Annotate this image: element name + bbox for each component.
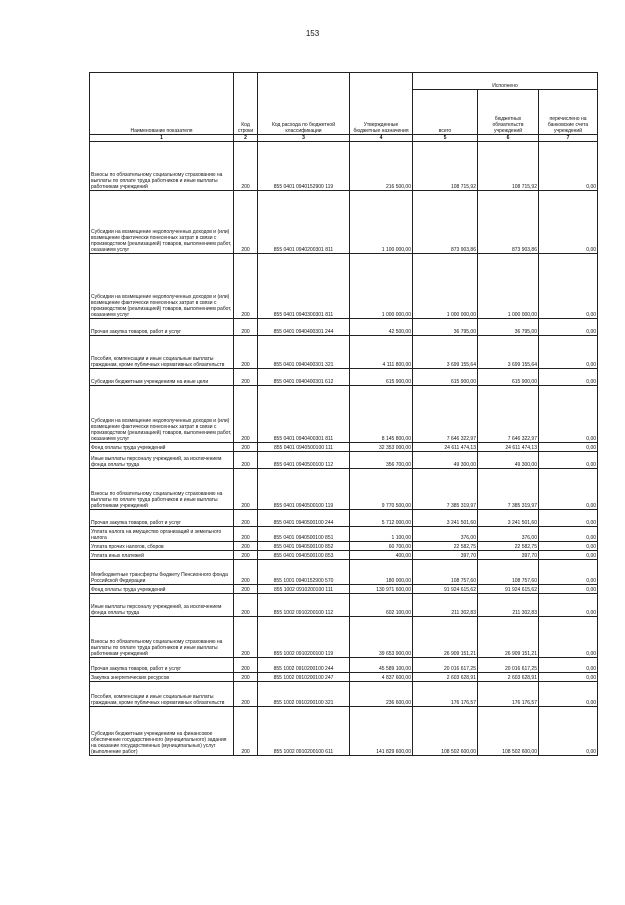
column-number: 5: [413, 135, 478, 142]
row-budget-inst: 2 603 628,91: [478, 673, 539, 682]
row-budget-inst: 36 795,00: [478, 319, 539, 336]
row-budget-inst: 49 300,00: [478, 452, 539, 469]
row-budget-code: 855 0401 0940400301 321: [258, 336, 350, 369]
row-approved: 1 100,00: [350, 527, 413, 542]
row-bank-transfer: 0,00: [539, 386, 598, 443]
header-code: Код строки: [234, 73, 258, 135]
row-budget-code: 855 0401 0940400301 612: [258, 369, 350, 386]
row-bank-transfer: 0,00: [539, 254, 598, 319]
row-budget-code: 855 1002 0910200100 112: [258, 594, 350, 617]
row-code: 200: [234, 673, 258, 682]
row-approved: 39 653 900,00: [350, 617, 413, 658]
row-name: Уплата налога на имущество организаций и земельного налога: [90, 527, 234, 542]
row-total: 376,00: [413, 527, 478, 542]
row-approved: 8 145 800,00: [350, 386, 413, 443]
row-budget-code: 855 1002 0910200100 119: [258, 617, 350, 658]
row-bank-transfer: 0,00: [539, 510, 598, 527]
header-total: всего: [413, 90, 478, 135]
row-name: Фонд оплаты труда учреждений: [90, 443, 234, 452]
table-row: [90, 319, 598, 336]
row-approved: 32 353 000,00: [350, 443, 413, 452]
table-row: [90, 336, 598, 369]
row-bank-transfer: 0,00: [539, 336, 598, 369]
table-row: [90, 254, 598, 319]
table-row: [90, 142, 598, 191]
row-total: 22 582,75: [413, 542, 478, 551]
table-row: [90, 510, 598, 527]
row-approved: 1 100 000,00: [350, 191, 413, 254]
header-executed: Исполнено: [413, 73, 598, 90]
row-approved: 5 712 000,00: [350, 510, 413, 527]
row-total: 7 385 319,97: [413, 469, 478, 510]
row-bank-transfer: 0,00: [539, 594, 598, 617]
header-budget-inst: бюджетных обязательств учреждений: [478, 90, 539, 135]
header-row-top: [90, 73, 598, 90]
row-budget-inst: 108 757,60: [478, 560, 539, 585]
column-number: 3: [258, 135, 350, 142]
header-budget-code: Код расхода по бюджетной классификации: [258, 73, 350, 135]
table-row: [90, 542, 598, 551]
row-bank-transfer: 0,00: [539, 673, 598, 682]
table-row: [90, 527, 598, 542]
row-name: Закупка энергетических ресурсов: [90, 673, 234, 682]
row-approved: 141 829 600,00: [350, 707, 413, 756]
row-bank-transfer: 0,00: [539, 142, 598, 191]
row-budget-inst: 26 909 151,21: [478, 617, 539, 658]
row-code: 200: [234, 336, 258, 369]
row-budget-inst: 7 385 319,97: [478, 469, 539, 510]
table-row: [90, 617, 598, 658]
header-approved: Утвержденные бюджетные назначения: [350, 73, 413, 135]
row-bank-transfer: 0,00: [539, 682, 598, 707]
row-approved: 45 589 100,00: [350, 658, 413, 673]
row-name: Субсидии на возмещение недополученных доходов и (или) возмещение фактически понесенных затрат в связи с производством (реализацией) товаров, выполнением работ, оказанием услуг: [90, 254, 234, 319]
row-name: Взносы по обязательному социальному страхованию на выплаты по оплате труда работников и иные выплаты работникам учреждений: [90, 469, 234, 510]
row-code: 200: [234, 585, 258, 594]
row-approved: 4 111 800,00: [350, 336, 413, 369]
row-bank-transfer: 0,00: [539, 452, 598, 469]
row-bank-transfer: 0,00: [539, 585, 598, 594]
row-bank-transfer: 0,00: [539, 319, 598, 336]
row-budget-inst: 176 176,57: [478, 682, 539, 707]
column-number: 7: [539, 135, 598, 142]
row-bank-transfer: 0,00: [539, 443, 598, 452]
row-approved: 236 600,00: [350, 682, 413, 707]
row-budget-inst: 7 646 322,97: [478, 386, 539, 443]
row-total: 3 241 501,60: [413, 510, 478, 527]
row-total: 24 611 474,13: [413, 443, 478, 452]
row-total: 108 715,92: [413, 142, 478, 191]
row-code: 200: [234, 254, 258, 319]
row-code: 200: [234, 658, 258, 673]
row-total: 873 903,86: [413, 191, 478, 254]
row-budget-code: 855 0401 0940500100 852: [258, 542, 350, 551]
row-name: Уплата прочих налогов, сборов: [90, 542, 234, 551]
row-approved: 400,00: [350, 551, 413, 560]
row-bank-transfer: 0,00: [539, 527, 598, 542]
row-budget-code: 855 0401 0940152900 119: [258, 142, 350, 191]
row-code: 200: [234, 469, 258, 510]
row-total: 1 000 000,00: [413, 254, 478, 319]
column-number: 4: [350, 135, 413, 142]
table-row: [90, 469, 598, 510]
row-total: 211 302,83: [413, 594, 478, 617]
table-row: [90, 443, 598, 452]
row-bank-transfer: 0,00: [539, 551, 598, 560]
row-approved: 130 971 600,00: [350, 585, 413, 594]
row-budget-code: 855 1002 0910200100 247: [258, 673, 350, 682]
row-budget-inst: 91 924 615,62: [478, 585, 539, 594]
row-total: 91 924 615,62: [413, 585, 478, 594]
row-code: 200: [234, 560, 258, 585]
row-total: 108 502 600,00: [413, 707, 478, 756]
table-row: [90, 594, 598, 617]
row-approved: 356 700,00: [350, 452, 413, 469]
row-approved: 42 500,00: [350, 319, 413, 336]
table-row: [90, 682, 598, 707]
row-name: Пособия, компенсации и иные социальные выплаты гражданам, кроме публичных нормативных обязательств: [90, 682, 234, 707]
row-approved: 602 100,00: [350, 594, 413, 617]
row-budget-code: 855 1002 0910200100 321: [258, 682, 350, 707]
row-budget-code: 855 0401 0940500100 119: [258, 469, 350, 510]
row-name: Взносы по обязательному социальному страхованию на выплаты по оплате труда работников и иные выплаты работникам учреждений: [90, 617, 234, 658]
page-number: 153: [305, 29, 320, 38]
row-budget-code: 855 0401 0940400301 244: [258, 319, 350, 336]
column-number: 2: [234, 135, 258, 142]
row-name: Прочая закупка товаров, работ и услуг: [90, 319, 234, 336]
row-total: 108 757,60: [413, 560, 478, 585]
row-budget-code: 855 1002 0910200100 611: [258, 707, 350, 756]
row-approved: 1 000 000,00: [350, 254, 413, 319]
row-budget-code: 855 1001 0940152900 570: [258, 560, 350, 585]
row-budget-inst: 108 502 600,00: [478, 707, 539, 756]
row-budget-inst: 3 241 501,60: [478, 510, 539, 527]
row-budget-code: 855 0401 0940200301 811: [258, 191, 350, 254]
row-name: Субсидии бюджетным учреждениям на финансовое обеспечение государственного (муниципального) задания на оказание государственных (муниципальных) услуг (выполнение работ): [90, 707, 234, 756]
row-code: 200: [234, 369, 258, 386]
row-name: Пособия, компенсации и иные социальные выплаты гражданам, кроме публичных нормативных обязательств: [90, 336, 234, 369]
row-approved: 180 000,00: [350, 560, 413, 585]
row-code: 200: [234, 142, 258, 191]
row-budget-inst: 211 302,83: [478, 594, 539, 617]
row-bank-transfer: 0,00: [539, 617, 598, 658]
column-number: 6: [478, 135, 539, 142]
row-budget-inst: 24 611 474,13: [478, 443, 539, 452]
row-code: 200: [234, 443, 258, 452]
row-code: 200: [234, 386, 258, 443]
row-budget-code: 855 0401 0940400301 811: [258, 386, 350, 443]
row-code: 200: [234, 707, 258, 756]
row-bank-transfer: 0,00: [539, 707, 598, 756]
table-row: [90, 452, 598, 469]
row-code: 200: [234, 510, 258, 527]
row-budget-inst: 20 016 617,25: [478, 658, 539, 673]
row-budget-code: 855 0401 0940500100 851: [258, 527, 350, 542]
table-row: [90, 673, 598, 682]
row-total: 7 646 322,97: [413, 386, 478, 443]
row-name: Иные выплаты персоналу учреждений, за исключением фонда оплаты труда: [90, 594, 234, 617]
row-budget-code: 855 1002 0910200100 244: [258, 658, 350, 673]
row-bank-transfer: 0,00: [539, 560, 598, 585]
table-row: [90, 369, 598, 386]
row-budget-code: 855 0401 0940500100 853: [258, 551, 350, 560]
row-budget-inst: 376,00: [478, 527, 539, 542]
row-budget-inst: 108 715,92: [478, 142, 539, 191]
header-name: Наименование показателя: [90, 73, 234, 135]
row-budget-code: 855 0401 0940500100 244: [258, 510, 350, 527]
row-code: 200: [234, 191, 258, 254]
row-budget-inst: 873 903,86: [478, 191, 539, 254]
row-code: 200: [234, 452, 258, 469]
row-budget-inst: 1 000 000,00: [478, 254, 539, 319]
table-row: [90, 707, 598, 756]
column-number-row: [90, 135, 598, 142]
row-budget-inst: 615 900,00: [478, 369, 539, 386]
row-budget-inst: 22 582,75: [478, 542, 539, 551]
row-budget-inst: 397,70: [478, 551, 539, 560]
row-budget-code: 855 0401 0940500100 111: [258, 443, 350, 452]
row-code: 200: [234, 542, 258, 551]
row-bank-transfer: 0,00: [539, 658, 598, 673]
row-budget-code: 855 0401 0940300301 811: [258, 254, 350, 319]
row-total: 20 016 617,25: [413, 658, 478, 673]
row-code: 200: [234, 551, 258, 560]
execution-table: [89, 72, 598, 756]
row-approved: 60 700,00: [350, 542, 413, 551]
row-total: 36 795,00: [413, 319, 478, 336]
row-name: Субсидии бюджетным учреждениям на иные цели: [90, 369, 234, 386]
table-body: [90, 73, 598, 756]
row-bank-transfer: 0,00: [539, 191, 598, 254]
row-bank-transfer: 0,00: [539, 369, 598, 386]
row-name: Субсидии на возмещение недополученных доходов и (или) возмещение фактически понесенных затрат в связи с производством (реализацией) товаров, выполнением работ, оказанием услуг: [90, 191, 234, 254]
row-budget-inst: 3 699 155,64: [478, 336, 539, 369]
row-total: 176 176,57: [413, 682, 478, 707]
row-code: 200: [234, 527, 258, 542]
row-approved: 216 500,00: [350, 142, 413, 191]
row-total: 615 900,00: [413, 369, 478, 386]
table-row: [90, 386, 598, 443]
row-budget-code: 855 0401 0940500100 112: [258, 452, 350, 469]
row-code: 200: [234, 682, 258, 707]
row-name: Фонд оплаты труда учреждений: [90, 585, 234, 594]
row-name: Взносы по обязательному социальному страхованию на выплаты по оплате труда работников и иные выплаты работникам учреждений: [90, 142, 234, 191]
table-row: [90, 551, 598, 560]
row-total: 2 603 628,91: [413, 673, 478, 682]
row-name: Прочая закупка товаров, работ и услуг: [90, 510, 234, 527]
table-row: [90, 658, 598, 673]
row-budget-code: 855 1002 0910200100 111: [258, 585, 350, 594]
row-total: 397,70: [413, 551, 478, 560]
row-total: 3 699 155,64: [413, 336, 478, 369]
row-name: Прочая закупка товаров, работ и услуг: [90, 658, 234, 673]
row-code: 200: [234, 617, 258, 658]
row-name: Уплата иных платежей: [90, 551, 234, 560]
header-bank-transfer: перечислено на банковские счета учреждений: [539, 90, 598, 135]
row-bank-transfer: 0,00: [539, 469, 598, 510]
table-row: [90, 560, 598, 585]
row-code: 200: [234, 319, 258, 336]
column-number: 1: [90, 135, 234, 142]
row-name: Межбюджетные трансферты бюджету Пенсионного фонда Российской Федерации: [90, 560, 234, 585]
row-approved: 615 900,00: [350, 369, 413, 386]
row-code: 200: [234, 594, 258, 617]
row-total: 26 909 151,21: [413, 617, 478, 658]
row-name: Иные выплаты персоналу учреждений, за исключением фонда оплаты труда: [90, 452, 234, 469]
row-total: 49 300,00: [413, 452, 478, 469]
row-approved: 9 770 500,00: [350, 469, 413, 510]
table-row: [90, 585, 598, 594]
row-name: Субсидии на возмещение недополученных доходов и (или) возмещение фактически понесенных затрат в связи с производством (реализацией) товаров, выполнением работ, оказанием услуг: [90, 386, 234, 443]
row-bank-transfer: 0,00: [539, 542, 598, 551]
table-row: [90, 191, 598, 254]
row-approved: 4 837 600,00: [350, 673, 413, 682]
